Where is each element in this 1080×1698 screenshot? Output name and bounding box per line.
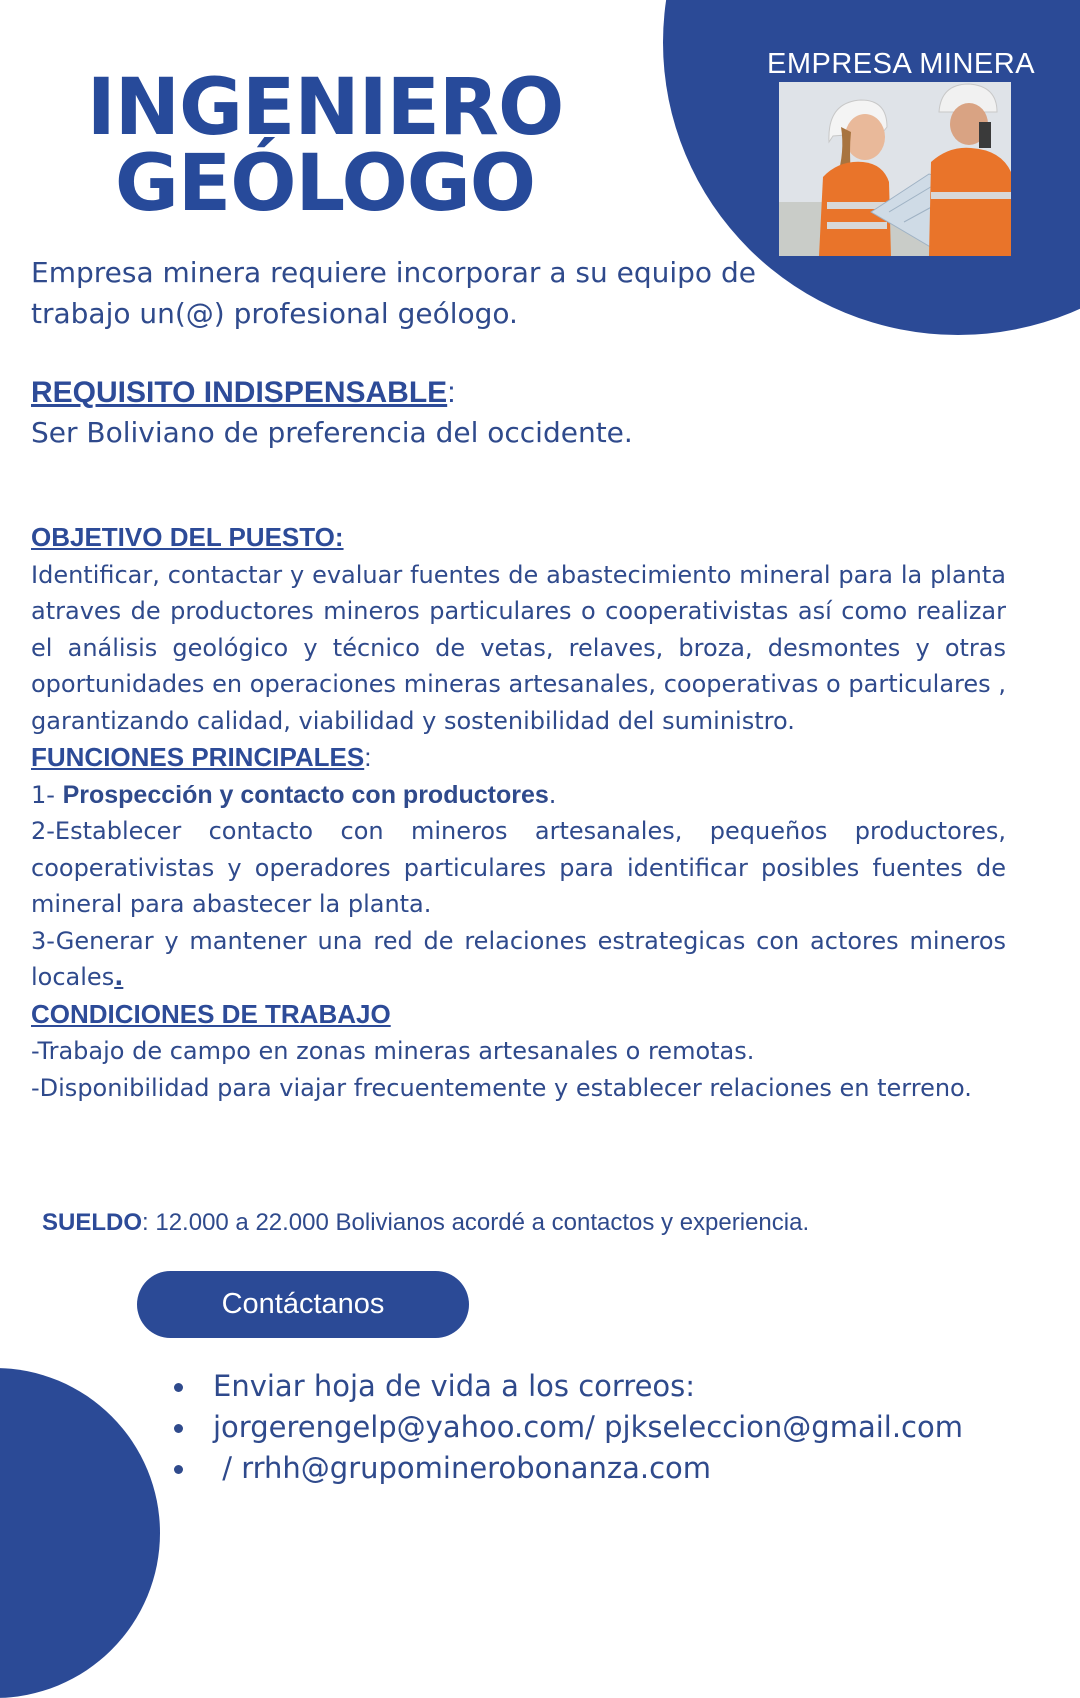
function-item-1-prefix: 1-	[31, 780, 63, 809]
function-item-2: 2-Establecer contacto con mineros artesanales, pequeños productores, cooperativistas y operadores particulares para identificar posibles fuentes de mineral para abastecer la planta.	[31, 817, 1006, 918]
salary-label: SUELDO	[42, 1209, 143, 1236]
intro-text: Empresa minera requiere incorporar a su equipo de trabajo un(@) profesional geólogo.	[31, 256, 756, 330]
function-item-3-text: 3-Generar y mantener una red de relaciones estrategicas con actores mineros locales	[31, 926, 1006, 991]
objective-text: Identificar, contactar y evaluar fuentes de abastecimiento mineral para la planta atraves de productores mineros particulares o cooperativistas así como realizar el análisis geológico y técnico de vetas, relaves, broza, desmontes y otras oportunidades en operaciones mineras artesanales, cooperativas o particulares , garantizando calidad, viabilidad y sostenibilidad del suministro.	[31, 560, 1006, 735]
requirement-heading-label: REQUISITO INDISPENSABLE	[31, 376, 448, 409]
requirement-heading	[31, 376, 456, 410]
contact-button[interactable]: Contáctanos	[137, 1271, 469, 1338]
decorative-circle-bottom	[0, 1368, 160, 1698]
objective-heading: OBJETIVO DEL PUESTO:	[31, 522, 344, 552]
contact-list	[172, 1366, 963, 1489]
contact-item-text: Enviar hoja de vida a los correos:	[213, 1369, 696, 1403]
requirement-heading-colon: :	[447, 376, 456, 409]
title-line-2: GEÓLOGO	[114, 139, 536, 229]
contact-emails[interactable]: jorgerengelp@yahoo.com/ pjkseleccion@gmail.com	[213, 1410, 963, 1444]
function-item-3	[31, 923, 1006, 996]
contact-email-rrhh[interactable]: / rrhh@grupominerobonanza.com	[213, 1451, 712, 1485]
condition-item-2: -Disponibilidad para viajar frecuentemente y establecer relaciones en terreno.	[31, 1073, 972, 1102]
company-label: EMPRESA MINERA	[767, 48, 1036, 80]
list-item[interactable]	[172, 1407, 963, 1448]
salary-text: : 12.000 a 22.000 Bolivianos acordé a contactos y experiencia.	[142, 1209, 810, 1236]
function-item-1	[31, 777, 1006, 814]
engineers-photo	[779, 82, 1011, 256]
conditions-heading: CONDICIONES DE TRABAJO	[31, 998, 391, 1029]
requirement-text: Ser Boliviano de preferencia del occidente.	[31, 416, 633, 449]
job-details	[31, 519, 1006, 1106]
bullet-icon	[174, 1383, 183, 1392]
function-item-1-bold: Prospección y contacto con productores	[62, 780, 549, 809]
functions-heading-colon: :	[364, 742, 372, 772]
function-item-1-suffix: .	[548, 780, 557, 809]
list-item[interactable]	[172, 1448, 963, 1489]
function-item-3-end: .	[114, 963, 124, 991]
bullet-icon	[174, 1424, 183, 1433]
condition-item-1: -Trabajo de campo en zonas mineras artesanales o remotas.	[31, 1037, 755, 1065]
page-title	[60, 63, 590, 229]
bullet-icon	[174, 1465, 183, 1474]
engineers-illustration-icon	[779, 82, 1011, 256]
list-item	[172, 1366, 963, 1407]
functions-heading: FUNCIONES PRINCIPALES	[31, 742, 365, 772]
title-line-1: INGENIERO	[86, 63, 564, 153]
salary-line	[42, 1209, 809, 1237]
